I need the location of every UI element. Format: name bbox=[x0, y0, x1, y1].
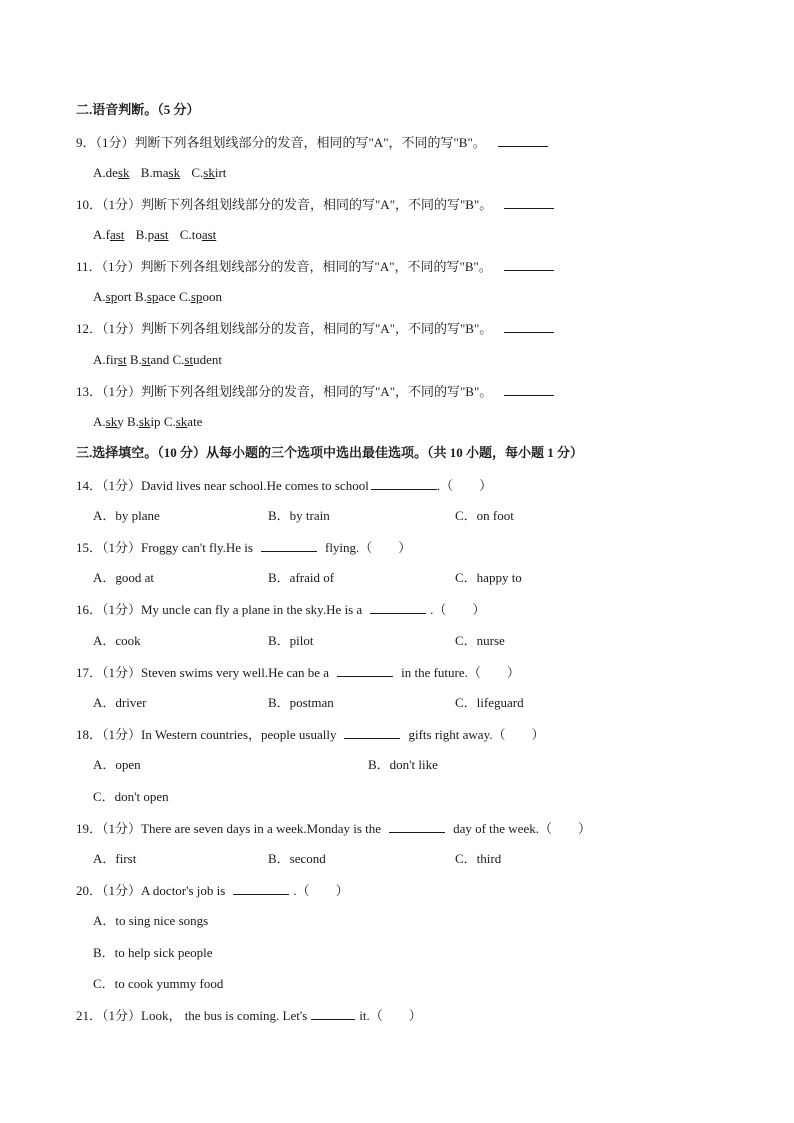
answer-blank[interactable] bbox=[344, 726, 400, 739]
option-a[interactable]: A．to sing nice songs bbox=[93, 913, 209, 928]
answer-paren[interactable]: gifts right away.（ ） bbox=[408, 727, 545, 742]
answer-blank[interactable] bbox=[371, 477, 437, 490]
option-a[interactable]: A．open bbox=[93, 757, 141, 772]
question-10 bbox=[76, 196, 554, 213]
question-14 bbox=[76, 477, 492, 494]
option-b[interactable]: B.past bbox=[135, 227, 169, 242]
question-9-stem: 9．（1分）判断下列各组划线部分的发音，相同的写"A"，不同的写"B"。 bbox=[76, 135, 486, 150]
option-b[interactable]: B.space bbox=[134, 289, 176, 304]
answer-blank[interactable] bbox=[389, 820, 445, 833]
option-c[interactable]: C．third bbox=[455, 851, 502, 866]
question-21 bbox=[76, 1007, 422, 1024]
question-20-stem: 20．（1分）A doctor's job is bbox=[76, 883, 226, 898]
question-14-stem: 14．（1分）David lives near school.He comes to school bbox=[76, 478, 369, 493]
answer-blank[interactable] bbox=[370, 601, 426, 614]
question-18 bbox=[76, 726, 544, 743]
answer-paren[interactable]: in the future.（ ） bbox=[401, 665, 520, 680]
section-three-heading: 三.选择填空。（10 分）从每小题的三个选项中选出最佳选项。（共 10 小题，每小题 1 分） bbox=[76, 445, 584, 460]
answer-blank[interactable] bbox=[261, 539, 317, 552]
option-a[interactable]: A.first bbox=[93, 352, 127, 367]
answer-paren[interactable]: it.（ ） bbox=[359, 1008, 422, 1023]
question-11-stem: 11．（1分）判断下列各组划线部分的发音，相同的写"A"，不同的写"B"。 bbox=[76, 259, 492, 274]
option-a[interactable]: A．cook bbox=[93, 633, 141, 648]
question-15 bbox=[76, 539, 411, 556]
option-c[interactable]: C．on foot bbox=[455, 508, 514, 523]
option-c[interactable]: C．happy to bbox=[455, 570, 522, 585]
question-21-stem: 21．（1分）Look， the bus is coming. Let's bbox=[76, 1008, 308, 1023]
question-20 bbox=[76, 882, 349, 899]
option-c[interactable]: C.skirt bbox=[191, 165, 227, 180]
option-c[interactable]: C.toast bbox=[179, 227, 217, 242]
question-9-options bbox=[93, 165, 226, 181]
option-a[interactable]: A．good at bbox=[93, 570, 155, 585]
question-13 bbox=[76, 383, 554, 400]
question-11-options bbox=[93, 289, 222, 305]
question-12-stem: 12．（1分）判断下列各组划线部分的发音，相同的写"A"，不同的写"B"。 bbox=[76, 321, 493, 336]
question-15-stem: 15．（1分）Froggy can't fly.He is bbox=[76, 540, 253, 555]
question-19-stem: 19．（1分）There are seven days in a week.Monday is the bbox=[76, 821, 382, 836]
option-b[interactable]: B．don't like bbox=[368, 757, 438, 772]
option-a[interactable]: A．first bbox=[93, 851, 137, 866]
option-c[interactable]: C.student bbox=[172, 352, 222, 367]
answer-blank[interactable] bbox=[311, 1007, 355, 1020]
question-12-options bbox=[93, 352, 222, 368]
answer-blank[interactable] bbox=[233, 882, 289, 895]
answer-paren[interactable]: .（ ） bbox=[436, 478, 493, 493]
question-17 bbox=[76, 664, 520, 681]
answer-blank[interactable] bbox=[504, 383, 554, 396]
option-b[interactable]: B.stand bbox=[129, 352, 170, 367]
question-13-stem: 13．（1分）判断下列各组划线部分的发音，相同的写"A"，不同的写"B"。 bbox=[76, 384, 493, 399]
question-16 bbox=[76, 601, 485, 618]
question-9 bbox=[76, 134, 548, 151]
option-c[interactable]: C.skate bbox=[163, 414, 203, 429]
option-b[interactable]: B．pilot bbox=[268, 633, 314, 648]
answer-paren[interactable]: .（ ） bbox=[293, 883, 349, 898]
question-18-stem: 18．（1分）In Western countries，people usually bbox=[76, 727, 337, 742]
question-10-options bbox=[93, 227, 216, 243]
answer-blank[interactable] bbox=[504, 320, 554, 333]
option-a[interactable]: A.desk bbox=[93, 165, 130, 180]
option-b[interactable]: B．afraid of bbox=[268, 570, 335, 585]
question-13-options bbox=[93, 414, 202, 430]
option-a[interactable]: A.fast bbox=[93, 227, 125, 242]
question-16-stem: 16．（1分）My uncle can fly a plane in the sky.He is a bbox=[76, 602, 363, 617]
option-b[interactable]: B.skip bbox=[126, 414, 161, 429]
answer-blank[interactable] bbox=[337, 664, 393, 677]
section-two-heading: 二.语音判断。（5 分） bbox=[76, 102, 200, 117]
option-a[interactable]: A．by plane bbox=[93, 508, 160, 523]
answer-paren[interactable]: day of the week.（ ） bbox=[453, 821, 591, 836]
answer-blank[interactable] bbox=[504, 196, 554, 209]
option-c[interactable]: C．don't open bbox=[93, 789, 169, 804]
question-17-stem: 17．（1分）Steven swims very well.He can be a bbox=[76, 665, 330, 680]
answer-paren[interactable]: .（ ） bbox=[430, 602, 486, 617]
option-c[interactable]: C．to cook yummy food bbox=[93, 976, 224, 991]
option-c[interactable]: C．lifeguard bbox=[455, 695, 524, 710]
option-c[interactable]: C.spoon bbox=[178, 289, 222, 304]
option-c[interactable]: C．nurse bbox=[455, 633, 505, 648]
option-a[interactable]: A.sky bbox=[93, 414, 124, 429]
question-19 bbox=[76, 820, 591, 837]
option-b[interactable]: B．second bbox=[268, 851, 326, 866]
question-10-stem: 10．（1分）判断下列各组划线部分的发音，相同的写"A"，不同的写"B"。 bbox=[76, 197, 493, 212]
answer-blank[interactable] bbox=[498, 134, 548, 147]
question-11 bbox=[76, 258, 554, 275]
option-a[interactable]: A.sport bbox=[93, 289, 132, 304]
option-a[interactable]: A．driver bbox=[93, 695, 147, 710]
option-b[interactable]: B．by train bbox=[268, 508, 330, 523]
option-b[interactable]: B．to help sick people bbox=[93, 945, 213, 960]
option-b[interactable]: B.mask bbox=[140, 165, 181, 180]
answer-paren[interactable]: flying.（ ） bbox=[324, 540, 412, 555]
question-12 bbox=[76, 320, 554, 337]
answer-blank[interactable] bbox=[504, 258, 554, 271]
option-b[interactable]: B．postman bbox=[268, 695, 334, 710]
